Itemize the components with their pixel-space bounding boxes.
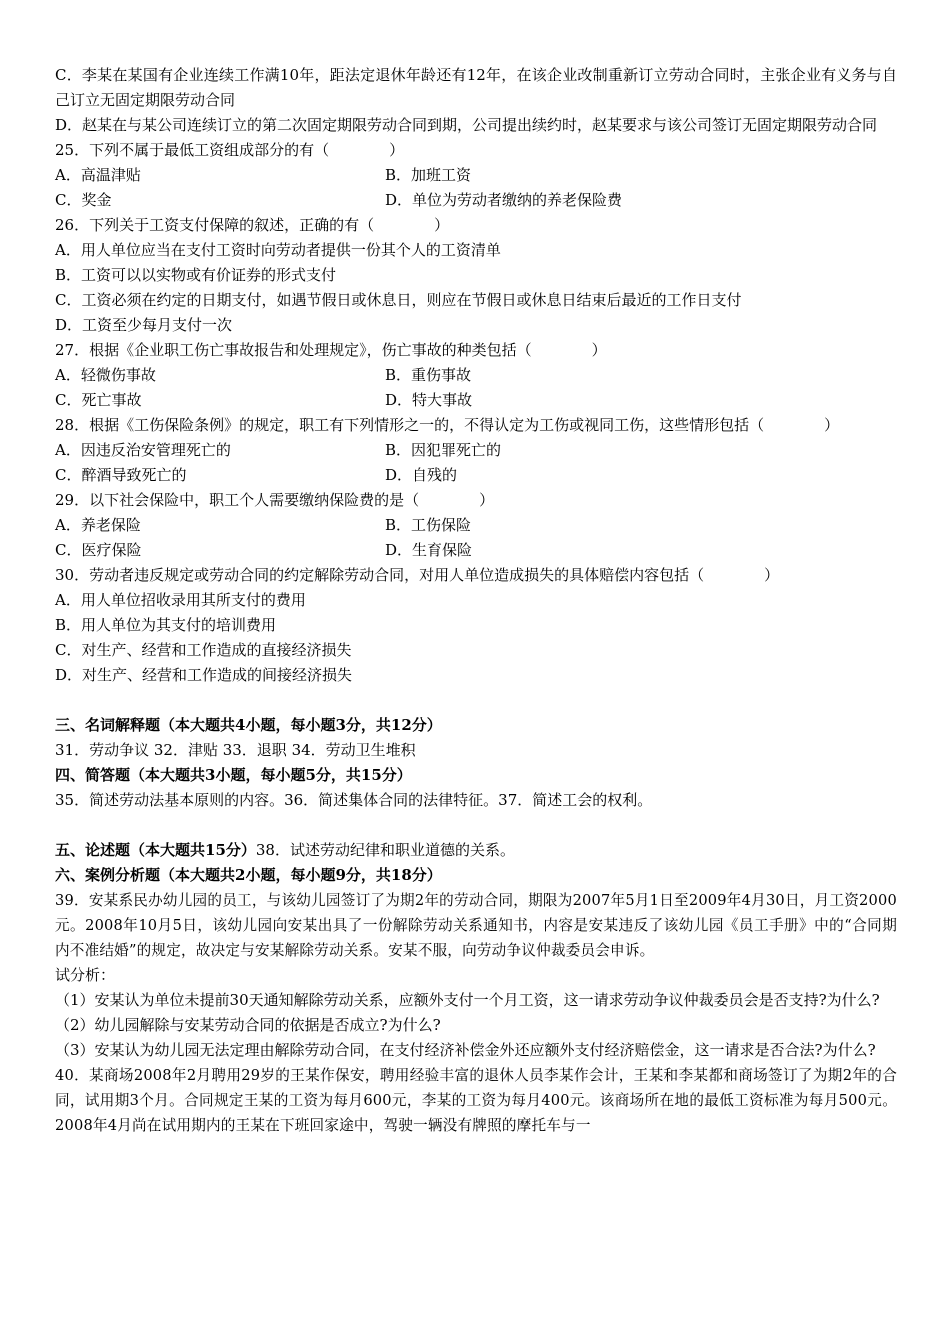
q29-option-a: A．养老保险 <box>55 516 141 534</box>
section5-heading: 五、论述题（本大题共15分） <box>55 841 256 859</box>
q29-option-b: B．工伤保险 <box>385 516 472 534</box>
section4-heading: 四、简答题（本大题共3小题，每小题5分，共15分） <box>55 766 412 784</box>
q26-stem: 26．下列关于工资支付保障的叙述，正确的有（ ） <box>55 216 450 234</box>
q27-option-d: D．特大事故 <box>385 391 473 409</box>
q25-option-d: D．单位为劳动者缴纳的养老保险费 <box>385 191 623 209</box>
q25-option-b: B．加班工资 <box>385 166 472 184</box>
q30-option-b: B．用人单位为其支付的培训费用 <box>55 616 277 634</box>
q25-option-a: A．高温津贴 <box>55 166 141 184</box>
q28-option-b: B．因犯罪死亡的 <box>385 441 502 459</box>
section5-items: 38．试述劳动纪律和职业道德的关系。 <box>255 841 515 859</box>
section4-items: 35．简述劳动法基本原则的内容。36．简述集体合同的法律特征。37．简述工会的权利。 <box>55 791 653 809</box>
q30-option-d: D．对生产、经营和工作造成的间接经济损失 <box>55 666 353 684</box>
section6-heading: 六、案例分析题（本大题共2小题，每小题9分，共18分） <box>55 866 442 884</box>
section5-line <box>55 838 897 863</box>
q30-option-c: C．对生产、经营和工作造成的直接经济损失 <box>55 641 352 659</box>
q27-option-c: C．死亡事故 <box>55 391 142 409</box>
q28-option-a: A．因违反治安管理死亡的 <box>55 441 231 459</box>
q28-stem: 28．根据《工伤保险条例》的规定，职工有下列情形之一的，不得认定为工伤或视同工伤，这些情形包括（ ） <box>55 416 840 434</box>
q28-options-ab <box>55 438 897 463</box>
spacer <box>55 813 897 838</box>
q29-options-ab <box>55 513 897 538</box>
q26-option-d: D．工资至少每月支付一次 <box>55 316 233 334</box>
spacer <box>55 688 897 713</box>
q39-sub1: （1）安某认为单位未提前30天通知解除劳动关系，应额外支付一个月工资，这一请求劳动争议仲裁委员会是否支持?为什么? <box>55 991 880 1009</box>
q39-sub2: （2）幼儿园解除与安某劳动合同的依据是否成立?为什么? <box>55 1016 441 1034</box>
q27-option-b: B．重伤事故 <box>385 366 472 384</box>
q26-option-c: C．工资必须在约定的日期支付，如遇节假日或休息日，则应在节假日或休息日结束后最近的工作日支付 <box>55 291 742 309</box>
q24-option-d: D．赵某在与某公司连续订立的第二次固定期限劳动合同到期，公司提出续约时，赵某要求与该公司签订无固定期限劳动合同 <box>55 116 878 134</box>
q29-stem: 29．以下社会保险中，职工个人需要缴纳保险费的是（ ） <box>55 491 495 509</box>
q27-options-cd <box>55 388 897 413</box>
q39-text: 39．安某系民办幼儿园的员工，与该幼儿园签订了为期2年的劳动合同，期限为2007年5月1日至2009年4月30日，月工资2000元。2008年10月5日，该幼儿园向安某出具了一份解除劳动关系通知书，内容是安某违反了该幼儿园《员工手册》中的“合同期内不准结婚”的规定，故决定与安某解除劳动关系。安某不服，向劳动争议仲裁委员会申诉。 <box>55 892 897 959</box>
q30-stem: 30．劳动者违反规定或劳动合同的约定解除劳动合同，对用人单位造成损失的具体赔偿内容包括（ ） <box>55 566 780 584</box>
q28-options-cd <box>55 463 897 488</box>
q39-analyze-label: 试分析： <box>55 966 116 984</box>
q24-option-c: C．李某在某国有企业连续工作满10年，距法定退休年龄还有12年，在该企业改制重新订立劳动合同时，主张企业有义务与自己订立无固定期限劳动合同 <box>55 66 897 109</box>
q27-stem: 27．根据《企业职工伤亡事故报告和处理规定》，伤亡事故的种类包括（ ） <box>55 341 607 359</box>
q29-option-d: D．生育保险 <box>385 541 473 559</box>
q26-option-a: A．用人单位应当在支付工资时向劳动者提供一份其个人的工资清单 <box>55 241 501 259</box>
q28-option-d: D．自残的 <box>385 466 458 484</box>
q39-sub3: （3）安某认为幼儿园无法定理由解除劳动合同，在支付经济补偿金外还应额外支付经济赔偿金，这一请求是否合法?为什么? <box>55 1041 876 1059</box>
q40-text: 40．某商场2008年2月聘用29岁的王某作保安，聘用经验丰富的退休人员李某作会计，王某和李某都和商场签订了为期2年的合同，试用期3个月。合同规定王某的工资为每月600元，李某的工资为每月400元。该商场所在地的最低工资标准为每月500元。2008年4月尚在试用期内的王某在下班回家途中，驾驶一辆没有牌照的摩托车与一 <box>55 1067 897 1134</box>
section3-items: 31．劳动争议 32．津贴 33．退职 34．劳动卫生堆积 <box>55 741 416 759</box>
q26-option-b: B．工资可以以实物或有价证券的形式支付 <box>55 266 337 284</box>
q25-options-ab <box>55 163 897 188</box>
section3-heading: 三、名词解释题（本大题共4小题，每小题3分，共12分） <box>55 716 442 734</box>
q25-options-cd <box>55 188 897 213</box>
exam-page <box>55 63 897 1138</box>
q27-option-a: A．轻微伤事故 <box>55 366 156 384</box>
q29-option-c: C．医疗保险 <box>55 541 142 559</box>
q25-stem: 25．下列不属于最低工资组成部分的有（ ） <box>55 141 405 159</box>
q27-options-ab <box>55 363 897 388</box>
q28-option-c: C．醉酒导致死亡的 <box>55 466 187 484</box>
q25-option-c: C．奖金 <box>55 191 112 209</box>
q30-option-a: A．用人单位招收录用其所支付的费用 <box>55 591 306 609</box>
q29-options-cd <box>55 538 897 563</box>
